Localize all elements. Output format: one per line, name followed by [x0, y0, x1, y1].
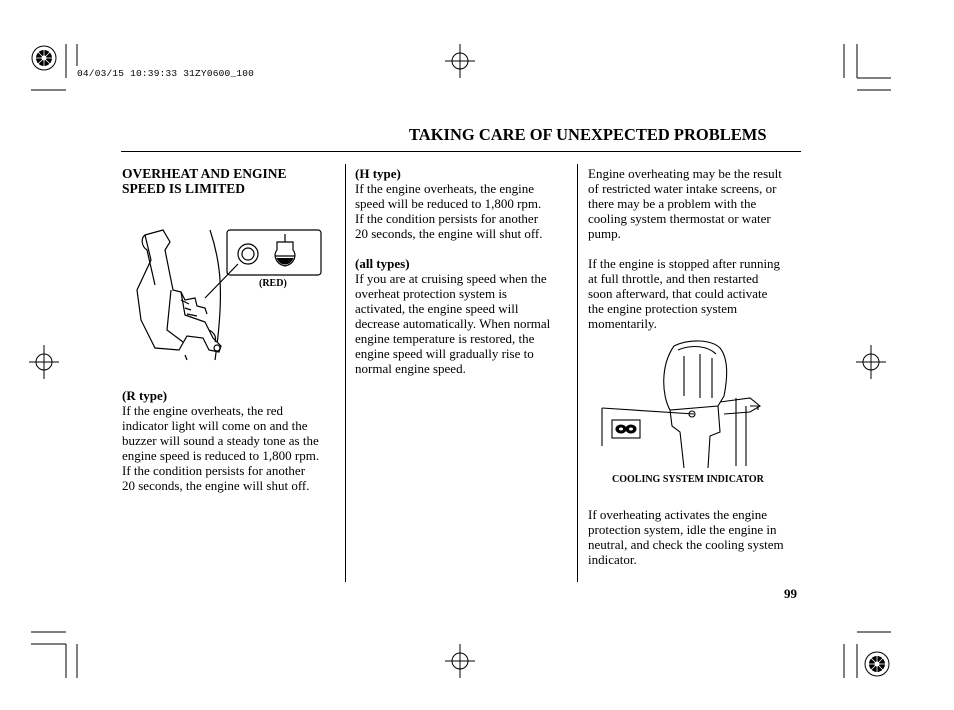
remote-control-illustration [125, 220, 325, 365]
r-type-block [122, 388, 342, 493]
column-divider-1 [345, 164, 346, 582]
text-line: activated, the engine speed will [355, 301, 519, 316]
column-divider-2 [577, 164, 578, 582]
text-line: If the condition persists for another [122, 463, 306, 478]
text-line: neutral, and check the cooling system [588, 537, 784, 552]
text-line: If the engine overheats, the engine [355, 181, 535, 196]
text-line: decrease automatically. When normal [355, 316, 551, 331]
text-line: there may be a problem with the [588, 196, 757, 211]
print-stamp: 04/03/15 10:39:33 31ZY0600_100 [77, 68, 255, 79]
text-line: If you are at cruising speed when the [355, 271, 547, 286]
text-line: soon afterward, that could activate [588, 286, 768, 301]
outboard-engine-illustration [600, 336, 770, 471]
text-line: engine temperature is restored, the [355, 331, 535, 346]
text-line: cooling system thermostat or water [588, 211, 771, 226]
column-2 [355, 166, 575, 376]
text-line: protection system, idle the engine in [588, 522, 777, 537]
text-line: indicator light will come on and the [122, 418, 308, 433]
column-3-bottom [588, 507, 803, 567]
text-line: If the engine overheats, the red [122, 403, 283, 418]
text-line: 20 seconds, the engine will shut off. [122, 478, 310, 493]
section-heading-line2: SPEED IS LIMITED [122, 181, 246, 196]
section-heading-line1: OVERHEAT AND ENGINE [122, 166, 287, 181]
text-line: If the condition persists for another [355, 211, 539, 226]
text-line: the engine protection system [588, 301, 738, 316]
column-1 [122, 166, 337, 196]
text-line: indicator. [588, 552, 637, 567]
text-line: normal engine speed. [355, 361, 466, 376]
column-3 [588, 166, 803, 331]
text-line: pump. [588, 226, 621, 241]
text-line: engine speed is reduced to 1,800 rpm. [122, 448, 320, 463]
page-number: 99 [784, 586, 797, 601]
header-rule [121, 151, 801, 152]
text-line: If the engine is stopped after running [588, 256, 781, 271]
r-type-heading: (R type) [122, 388, 168, 403]
text-line: Engine overheating may be the result [588, 166, 782, 181]
figure-caption-red: (RED) [259, 278, 287, 289]
text-line: engine speed will gradually rise to [355, 346, 534, 361]
figure-caption-cooling-system-indicator: COOLING SYSTEM INDICATOR [612, 474, 764, 485]
text-line: buzzer will sound a steady tone as the [122, 433, 319, 448]
text-line: If overheating activates the engine [588, 507, 768, 522]
text-line: at full throttle, and then restarted [588, 271, 759, 286]
text-line: speed will be reduced to 1,800 rpm. [355, 196, 542, 211]
text-line: of restricted water intake screens, or [588, 181, 777, 196]
page-title: TAKING CARE OF UNEXPECTED PROBLEMS [409, 125, 767, 144]
h-type-heading: (H type) [355, 166, 401, 181]
text-line: 20 seconds, the engine will shut off. [355, 226, 543, 241]
text-line: momentarily. [588, 316, 657, 331]
text-line: overheat protection system is [355, 286, 507, 301]
all-types-heading: (all types) [355, 256, 410, 271]
